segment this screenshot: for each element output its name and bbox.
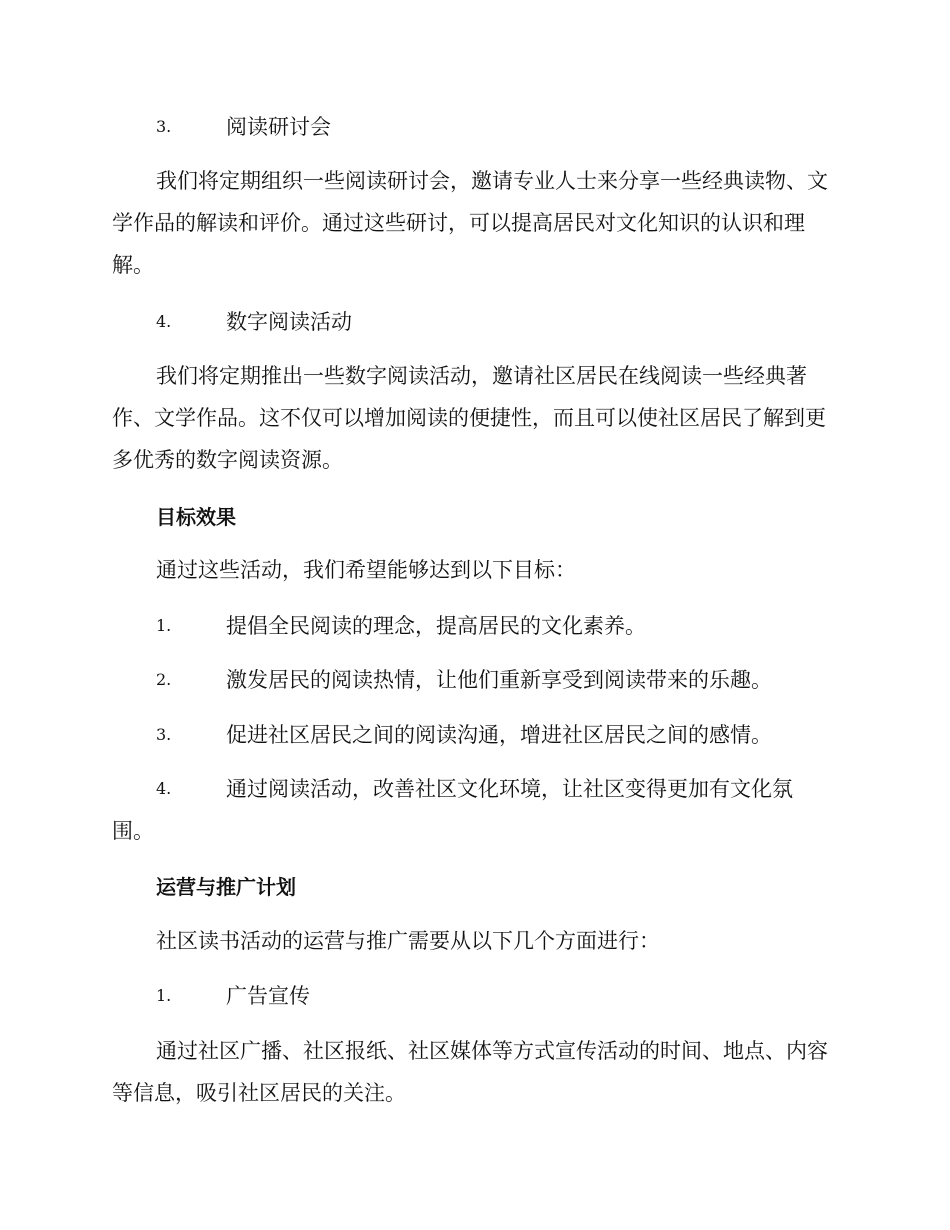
list-text: 促进社区居民之间的阅读沟通，增进社区居民之间的感情。 bbox=[226, 723, 772, 747]
list-text: 阅读研讨会 bbox=[226, 115, 331, 139]
section-heading: 运营与推广计划 bbox=[156, 875, 296, 899]
paragraph: 我们将定期推出一些数字阅读活动，邀请社区居民在线阅读一些经典著作、文学作品。这不仅可以增加阅读的便捷性，而且可以使社区居民了解到更多优秀的数字阅读资源。 bbox=[112, 364, 826, 472]
paragraph: 通过这些活动，我们希望能够达到以下目标： bbox=[156, 558, 576, 582]
list-text: 数字阅读活动 bbox=[226, 310, 352, 334]
list-item bbox=[112, 605, 832, 647]
paragraph: 我们将定期组织一些阅读研讨会，邀请专业人士来分享一些经典读物、文学作品的解读和评价。通过这些研讨，可以提高居民对文化知识的认识和理解。 bbox=[112, 169, 828, 277]
list-number: 2. bbox=[156, 670, 172, 689]
list-number: 1. bbox=[156, 986, 172, 1005]
list-number: 4. bbox=[156, 779, 172, 798]
list-item bbox=[112, 659, 832, 701]
list-number: 3. bbox=[156, 117, 172, 136]
list-item bbox=[112, 301, 832, 343]
list-item bbox=[112, 714, 832, 756]
list-item bbox=[112, 975, 832, 1017]
paragraph: 通过社区广播、社区报纸、社区媒体等方式宣传活动的时间、地点、内容等信息，吸引社区居民的关注。 bbox=[112, 1039, 828, 1105]
list-item bbox=[112, 106, 832, 148]
list-text-continuation: 围。 bbox=[112, 819, 154, 843]
list-text: 激发居民的阅读热情，让他们重新享受到阅读带来的乐趣。 bbox=[226, 668, 772, 692]
section-heading: 目标效果 bbox=[156, 505, 236, 529]
paragraph: 社区读书活动的运营与推广需要从以下几个方面进行： bbox=[156, 929, 660, 953]
list-text: 广告宣传 bbox=[226, 984, 310, 1008]
list-number: 1. bbox=[156, 616, 172, 635]
list-number: 3. bbox=[156, 725, 172, 744]
list-number: 4. bbox=[156, 312, 172, 331]
list-text: 提倡全民阅读的理念，提高居民的文化素养。 bbox=[226, 614, 646, 638]
list-text: 通过阅读活动，改善社区文化环境，让社区变得更加有文化氛 bbox=[226, 777, 793, 801]
list-item bbox=[112, 768, 832, 852]
